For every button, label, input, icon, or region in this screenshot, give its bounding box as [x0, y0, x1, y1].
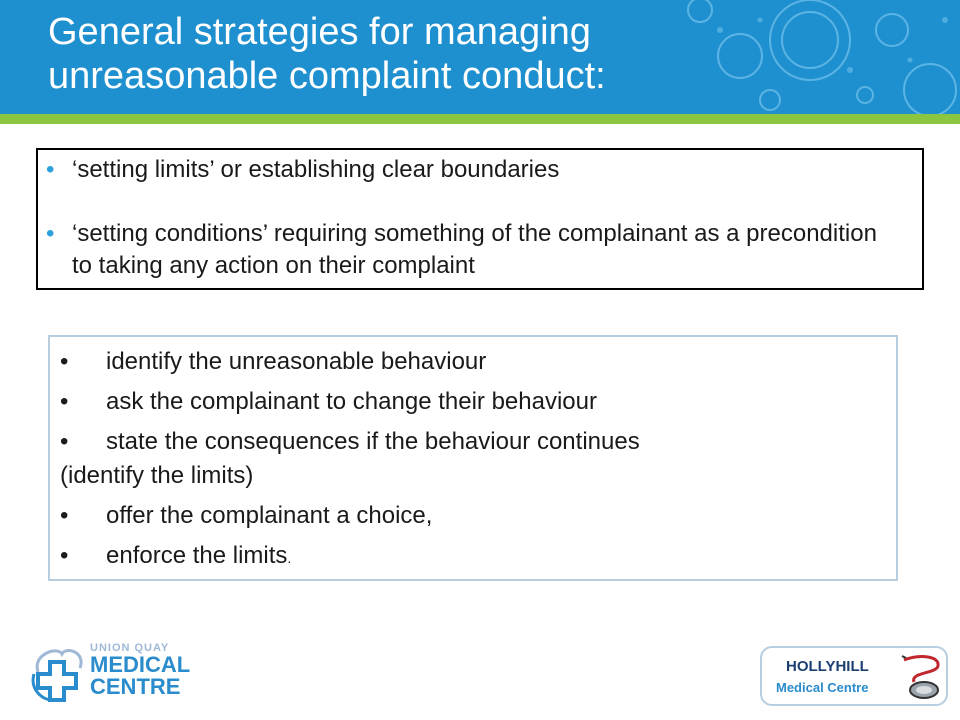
logo-line-2: CENTRE: [90, 674, 181, 699]
list-item-text: ‘setting conditions’ requiring something of the complainant as a precondition to taking any action on their complaint: [72, 220, 877, 279]
list-item-text: ‘setting limits’ or establishing clear boundaries: [72, 156, 560, 183]
bullet: •: [60, 502, 69, 529]
logo-line-1: HOLLYHILL: [786, 658, 869, 675]
list-item-continuation: [60, 461, 253, 491]
list-item-text: offer the complainant a choice,: [106, 502, 433, 529]
list-item-suffix: .: [287, 550, 292, 566]
page-title: [48, 10, 606, 98]
bullet: •: [60, 428, 69, 455]
list-item-text: state the consequences if the behaviour continues: [106, 428, 640, 455]
bullet: •: [46, 220, 55, 247]
logo-line-1: MEDICAL: [90, 652, 191, 677]
logo-small-text: UNION QUAY: [90, 642, 170, 654]
strategies-box: [48, 335, 898, 581]
bullet: •: [46, 156, 55, 183]
hollyhill-logo: [760, 646, 948, 706]
list-item: [46, 218, 902, 282]
list-item-text: [106, 541, 291, 573]
medical-cross-icon: [28, 644, 86, 702]
bullet: •: [60, 388, 69, 415]
list-item-text: (identify the limits): [60, 462, 254, 489]
bullet: •: [60, 542, 69, 569]
list-item-text-main: enforce the limits: [106, 542, 288, 569]
header-banner: [0, 0, 960, 114]
title-line-1: General strategies for managing: [48, 11, 591, 53]
bubbles-decoration: [660, 0, 960, 114]
list-item: [46, 154, 902, 186]
list-item-text: identify the unreasonable behaviour: [106, 348, 487, 375]
title-line-2: unreasonable complaint conduct:: [48, 55, 606, 97]
list-item-text: ask the complainant to change their behaviour: [106, 388, 597, 415]
union-quay-logo: [28, 640, 208, 704]
stethoscope-icon: [900, 652, 944, 702]
header-rule: [0, 114, 960, 124]
logo-line-2: Medical Centre: [776, 680, 869, 695]
limits-box: [36, 148, 924, 290]
bullet: •: [60, 348, 69, 375]
